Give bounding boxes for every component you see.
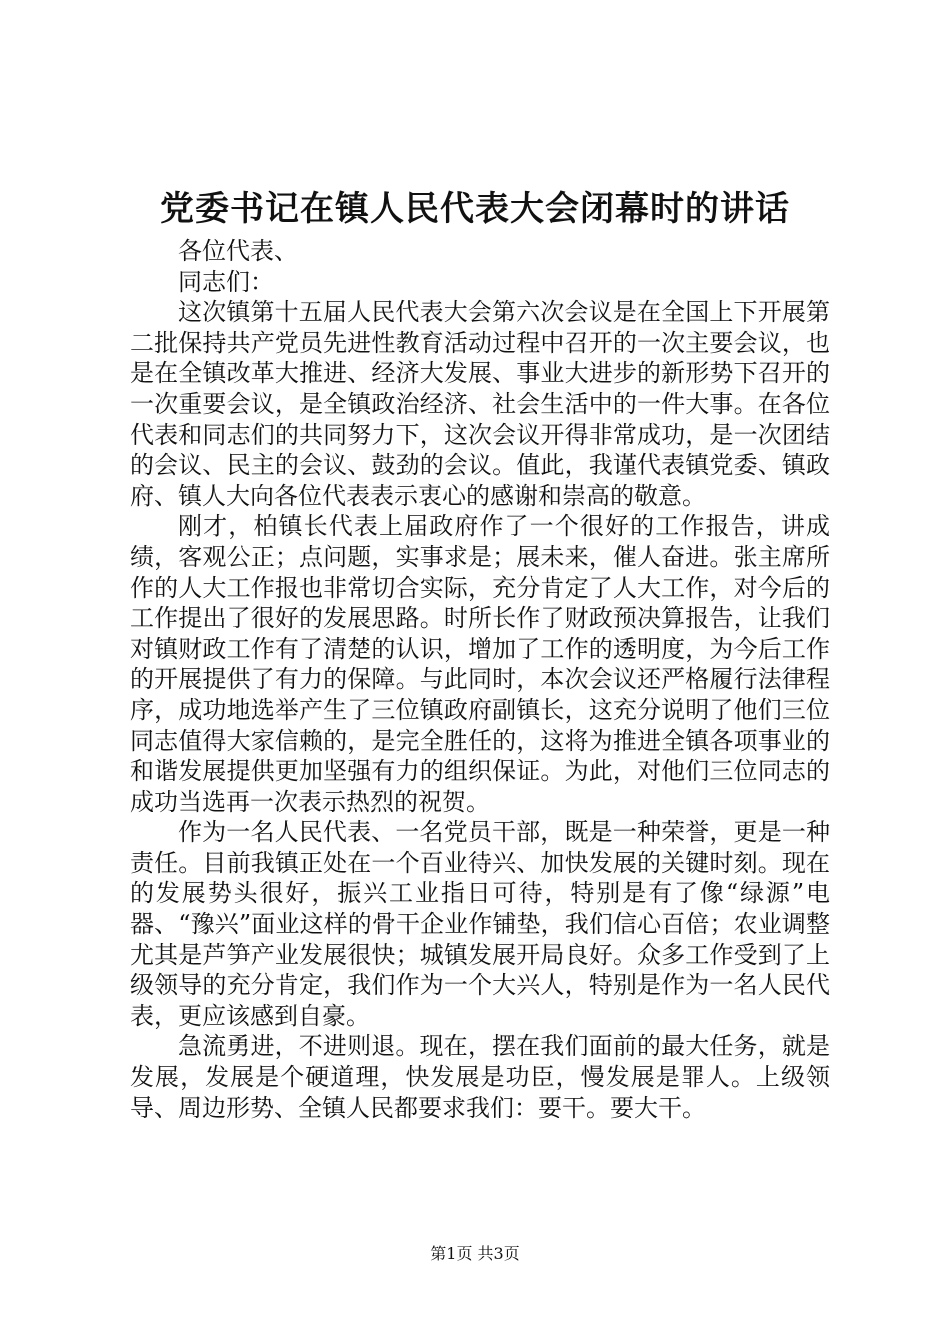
document-body — [130, 236, 830, 1123]
body-paragraph: 急流勇进，不进则退。现在，摆在我们面前的最大任务，就是发展，发展是个硬道理，快发展是功臣，慢发展是罪人。上级领导、周边形势、全镇人民都要求我们：要干。要大干。 — [130, 1032, 830, 1122]
body-paragraph: 作为一名人民代表、一名党员干部，既是一种荣誉，更是一种责任。目前我镇正处在一个百业待兴、加快发展的关键时刻。现在的发展势头很好，振兴工业指日可待，特别是有了像“绿源”电器、“豫兴”面业这样的骨干企业作铺垫，我们信心百倍；农业调整尤其是芦笋产业发展很快；城镇发展开局良好。众多工作受到了上级领导的充分肯定，我们作为一个大兴人，特别是作为一名人民代表，更应该感到自豪。 — [130, 818, 830, 1030]
body-paragraph: 这次镇第十五届人民代表大会第六次会议是在全国上下开展第二批保持共产党员先进性教育活动过程中召开的一次主要会议，也是在全镇改革大推进、经济大发展、事业大进步的新形势下召开的一次重要会议，是全镇政治经济、社会生活中的一件大事。在各位代表和同志们的共同努力下，这次会议开得非常成功，是一次团结的会议、民主的会议、鼓劲的会议。值此，我谨代表镇党委、镇政府、镇人大向各位代表表示衷心的感谢和崇高的敬意。 — [130, 298, 830, 510]
salutation-line: 同志们： — [178, 267, 274, 296]
document-title: 党委书记在镇人民代表大会闭幕时的讲话 — [160, 189, 790, 229]
page-footer: 第1页 共3页 — [430, 1244, 520, 1263]
body-paragraph: 刚才，柏镇长代表上届政府作了一个很好的工作报告，讲成绩，客观公正；点问题，实事求是；展未来，催人奋进。张主席所作的人大工作报也非常切合实际，充分肯定了人大工作，对今后的工作提出了很好的发展思路。时所长作了财政预决算报告，让我们对镇财政工作有了清楚的认识，增加了工作的透明度，为今后工作的开展提供了有力的保障。与此同时，本次会议还严格履行法律程序，成功地选举产生了三位镇政府副镇长，这充分说明了他们三位同志值得大家信赖的，是完全胜任的，这将为推进全镇各项事业的和谐发展提供更加坚强有力的组织保证。为此，对他们三位同志的成功当选再一次表示热烈的祝贺。 — [130, 512, 830, 816]
salutation-line: 各位代表、 — [178, 237, 298, 265]
